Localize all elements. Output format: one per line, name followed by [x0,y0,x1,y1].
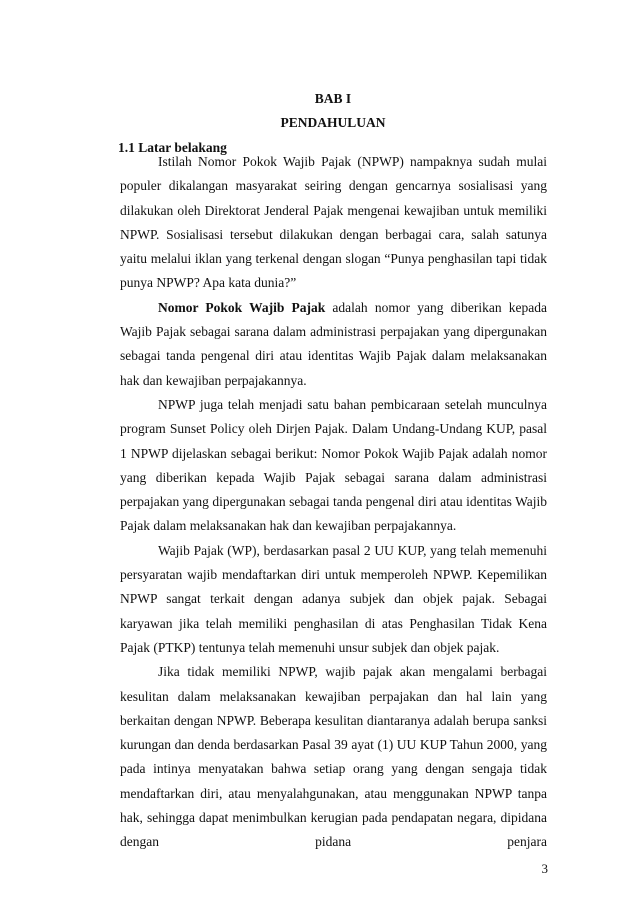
paragraph [120,296,547,393]
paragraph [120,150,547,296]
page-number: 3 [541,861,548,876]
section-title: 1.1 Latar belakang [118,140,227,155]
paragraph-text: Wajib Pajak (WP), berdasarkan pasal 2 UU KUP, yang telah memenuhi persyaratan wajib mendaftarkan diri untuk memperoleh NPWP. Kepemilikan NPWP sangat terkait dengan adanya subjek dan objek pajak. Sebagai karyawan jika telah memiliki penghasilan di atas Penghasilan Tidak Kena Pajak (PTKP) tentunya telah memenuhi unsur subjek dan objek pajak. [120,542,547,655]
paragraph-bold-lead: Nomor Pokok Wajib Pajak [158,299,326,315]
body-text [120,150,547,855]
paragraph-text: NPWP juga telah menjadi satu bahan pembicaraan setelah munculnya program Sunset Policy oleh Dirjen Pajak. Dalam Undang-Undang KUP, pasal 1 NPWP dijelaskan sebagai berikut: Nomor Pokok Wajib Pajak adalah nomor yang diberikan kepada Wajib Pajak sebagai sarana dalam administrasi perpajakan yang dipergunakan sebagai tanda pengenal diri atau identitas Wajib Pajak dalam melaksanakan hak dan kewajiban perpajakannya. [120,396,547,534]
paragraph [120,660,547,854]
paragraph [120,393,547,539]
paragraph-text: adalah nomor yang diberikan kepada Wajib Pajak sebagai sarana dalam administrasi perpajakan yang dipergunakan sebagai tanda pengenal diri atau identitas Wajib Pajak dalam melaksanakan hak dan kewajiban perpajakannya. [120,299,547,388]
paragraph-text: Jika tidak memiliki NPWP, wajib pajak akan mengalami berbagai kesulitan dalam melaksanakan kewajiban perpajakan dan hal lain yang berkaitan dengan NPWP. Beberapa kesulitan diantaranya adalah berupa sanksi kurungan dan denda berdasarkan Pasal 39 ayat (1) UU KUP Tahun 2000, yang pada intinya menyatakan bahwa setiap orang yang dengan sengaja tidak mendaftarkan diri, atau menyalahgunakan, atau menggunakan NPWP tanpa hak, sehingga dapat menimbulkan kerugian pada pendapatan negara, dipidana dengan pidana penjara [120,664,547,850]
paragraph-text: Istilah Nomor Pokok Wajib Pajak (NPWP) nampaknya sudah mulai populer dikalangan masyarakat seiring dengan gencarnya sosialisasi yang dilakukan oleh Direktorat Jenderal Pajak mengenai kewajiban untuk memiliki NPWP. Sosialisasi tersebut dilakukan dengan berbagai cara, salah satunya yaitu melalui iklan yang terkenal dengan slogan “Punya penghasilan tapi tidak punya NPWP? Apa kata dunia?” [120,154,547,291]
chapter-label: BAB I [314,91,352,106]
chapter-title: PENDAHULUAN [280,115,386,130]
paragraph [120,539,547,660]
